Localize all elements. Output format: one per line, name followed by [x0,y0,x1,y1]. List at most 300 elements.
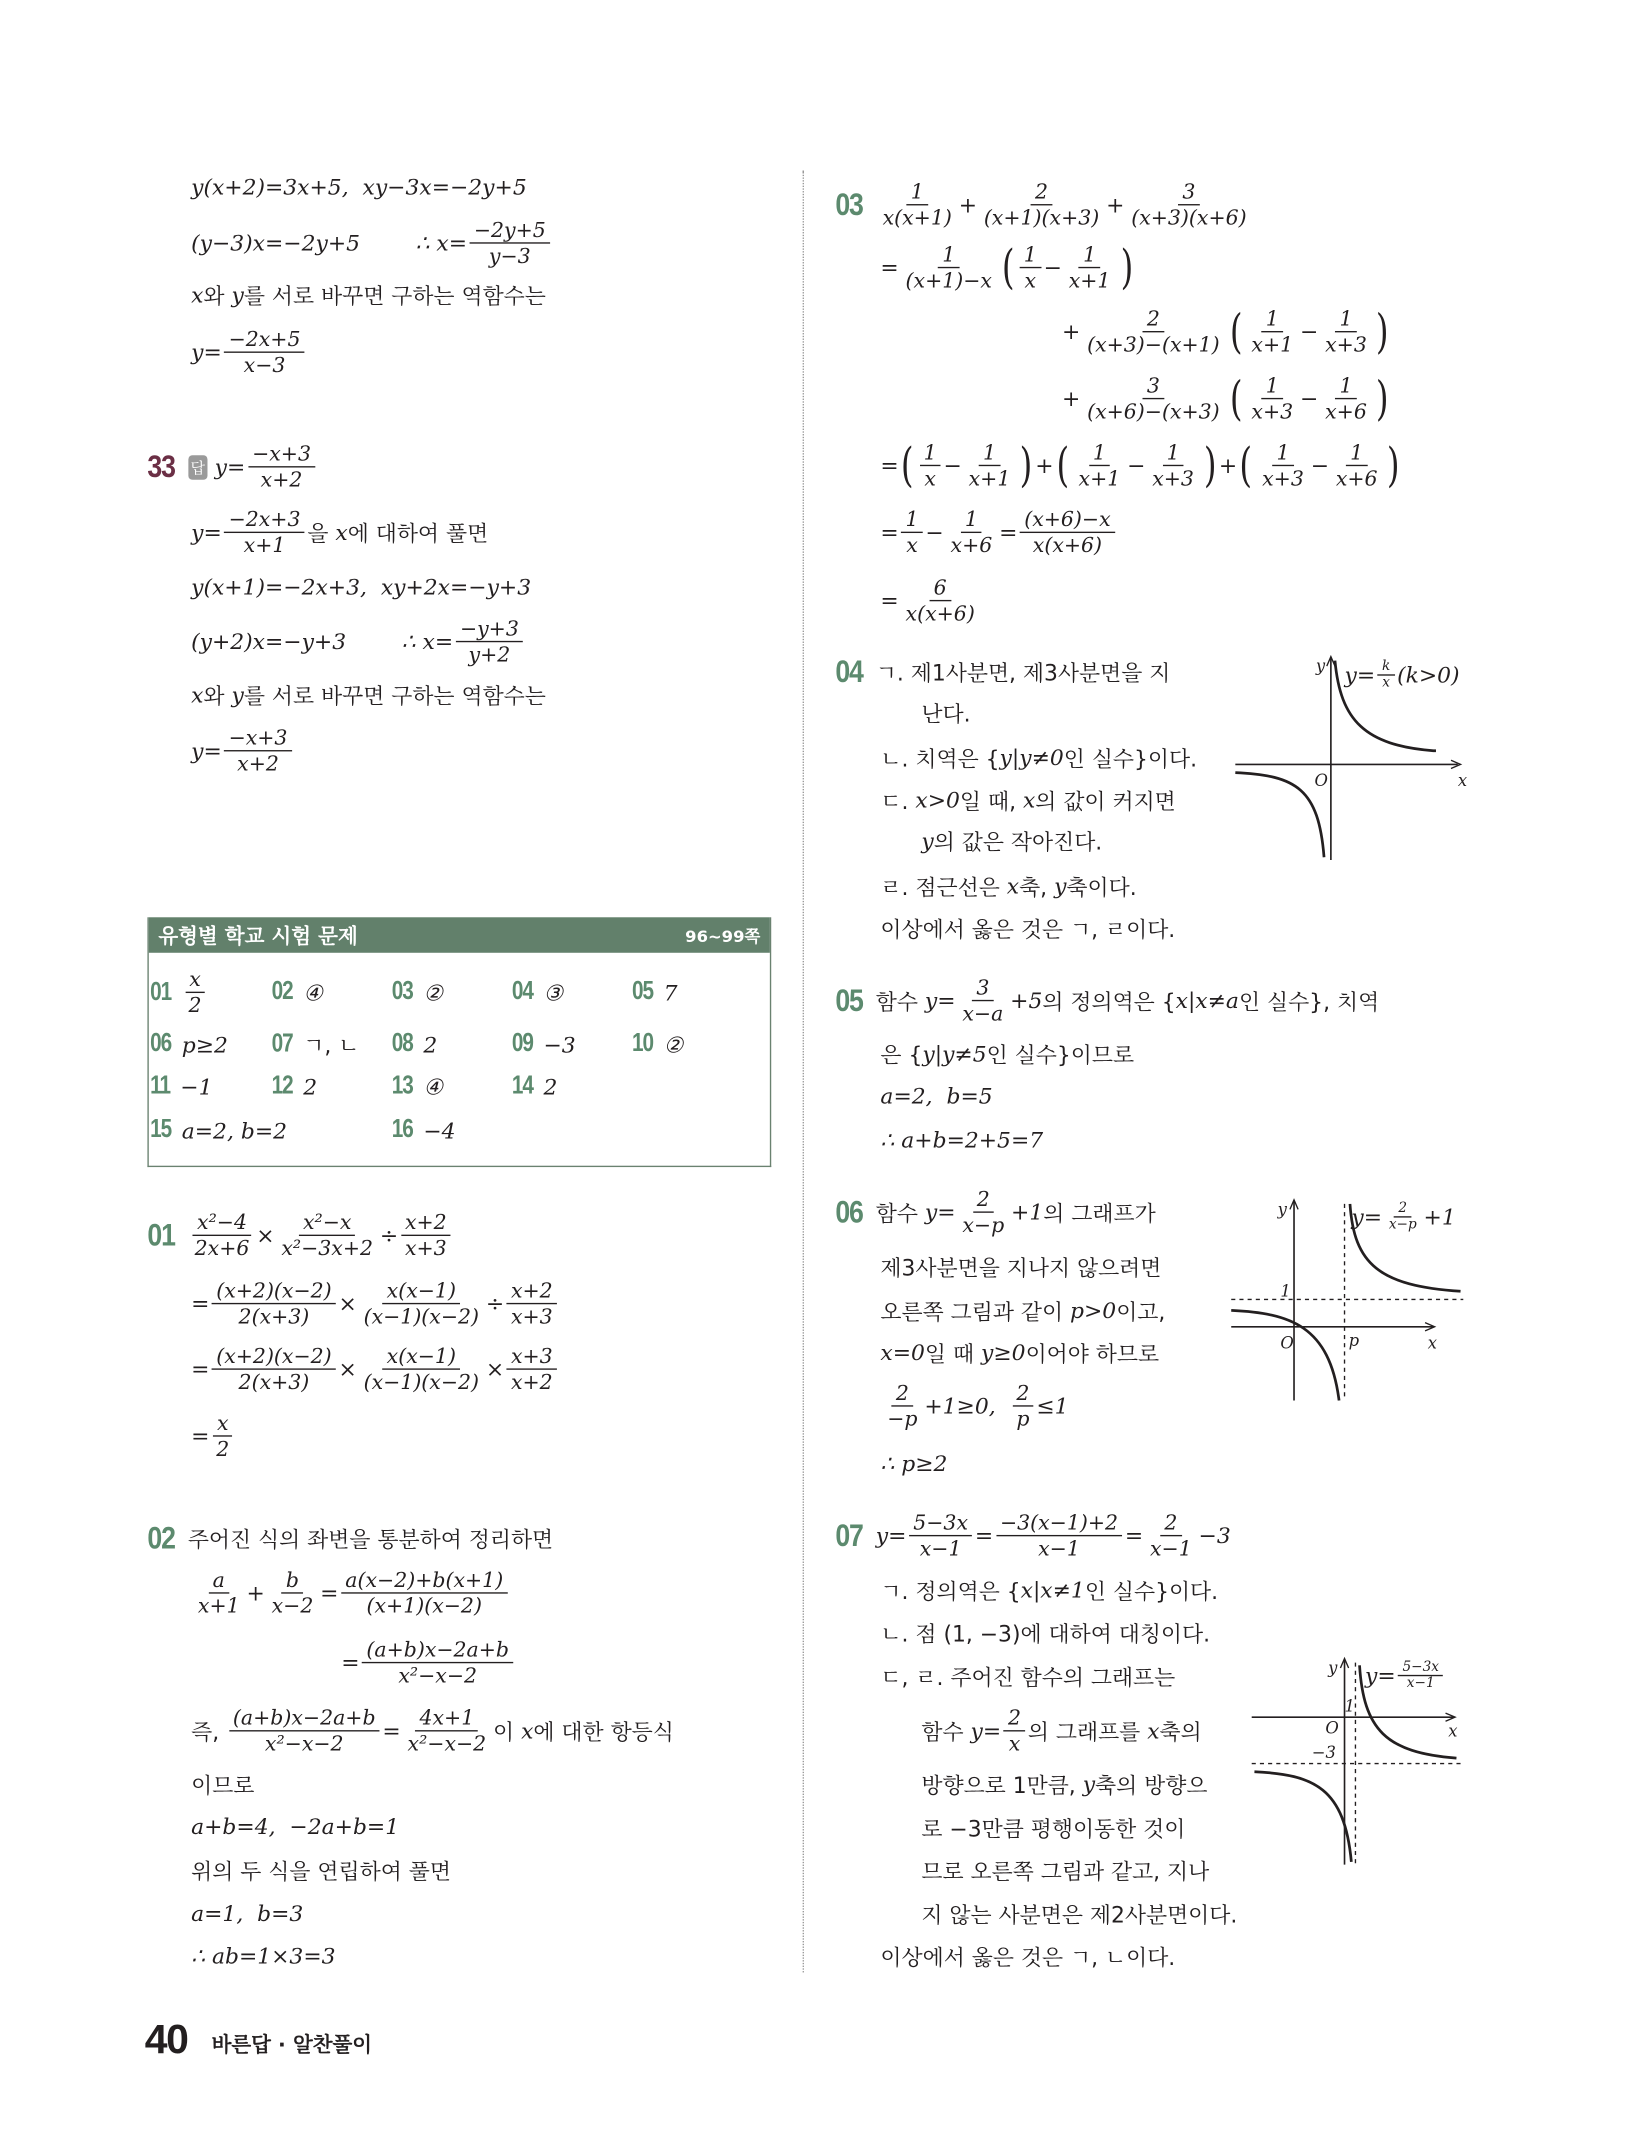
solution-line [191,1706,674,1757]
text: 이어야 하므로 [1025,1341,1160,1368]
answer-number: 06 [150,1029,172,1058]
numerator: 1 [1020,242,1041,268]
x-axis-label: x [1427,1333,1438,1353]
math-text: y [1082,1771,1096,1798]
origin-label: O [1314,771,1328,791]
text: 의 정의역은 { [1042,988,1176,1015]
solution-line [1062,306,1392,357]
denominator: x [1382,675,1390,691]
problem-number: 02 [147,1519,175,1556]
fraction [229,1706,380,1757]
math-text: −3 [543,1031,576,1058]
math-text: ÷ [379,1222,399,1249]
solution-line [191,1768,254,1799]
solution-line [880,1337,1159,1368]
math-text: − [1299,385,1319,412]
numerator: 1 [1335,306,1356,332]
fraction [212,1411,233,1462]
fraction [1321,373,1371,424]
solution-line [921,825,1102,856]
answer-item [272,1029,360,1060]
solution-line [921,1706,1201,1757]
denominator: x²−3x+2 [281,1236,374,1261]
answer-item [632,1029,683,1059]
math-text: y= [875,1522,907,1549]
solution-line [880,507,1117,558]
numerator: 1 [907,179,928,205]
fraction [901,575,978,626]
solution-line [1345,659,1460,690]
answer-number: 04 [511,977,533,1007]
fraction [1321,306,1371,357]
solution-line [880,742,1197,773]
math-text: − [1299,318,1319,345]
numerator: x+2 [507,1278,557,1304]
denominator: y−3 [488,243,531,269]
solution-line [880,1617,1210,1648]
math-text: = [880,587,899,614]
fraction [224,507,304,558]
fraction [401,1210,451,1261]
denominator: 2 [216,1436,230,1462]
numerator: x+3 [507,1344,557,1370]
math-text: −1 [180,1073,213,1100]
solution-line [341,1637,516,1688]
text: 제3사분면을 지나지 않으려면 [880,1255,1162,1282]
solution-line [880,784,1175,815]
math-text: y= [191,519,222,546]
x-axis-label: x [1457,771,1468,791]
math-text: (y−3)x=−2y+5 [191,230,361,256]
text: 방향으로 1만큼, [921,1772,1083,1799]
fraction [958,975,1007,1026]
math-text: − [1127,452,1146,479]
fraction [224,725,291,776]
math-text: + [1035,452,1054,479]
math-text: x [191,681,204,708]
denominator: x+3 [1262,466,1304,491]
numerator: 5−3x [909,1510,972,1536]
solution-line [191,679,546,710]
math-text: ∴ p≥2 [880,1450,948,1477]
solution-line [191,1411,236,1462]
numerator: 1 [1262,373,1283,399]
parenthesis: ( [1056,438,1070,493]
text: 의 그래프를 [1027,1719,1148,1746]
math-text: x>0 [915,786,960,813]
math-text: y= [1351,1203,1382,1230]
answer-number: 01 [150,977,172,1007]
numerator: 1 [1262,306,1283,332]
numerator: 2 [892,1381,913,1407]
solution-line [191,1278,559,1329]
numerator: (a+b)x−2a+b [362,1637,513,1663]
text: 에 대한 항등식 [533,1719,674,1746]
text: ㄴ. 치역은 { [880,745,1000,772]
numerator: 1 [920,440,941,466]
answer-number: 12 [271,1071,293,1101]
math-text: = [382,1717,401,1744]
hyperbola-branch [1254,1772,1351,1862]
math-text: ② [423,979,443,1006]
parenthesis: ) [1387,438,1400,493]
solution-line [147,1210,453,1261]
text: 난다. [921,700,971,727]
denominator: x−1 [919,1536,962,1561]
denominator: 2x+6 [194,1236,250,1261]
fraction [191,1210,254,1261]
denominator: (x−1)(x−2) [363,1304,480,1329]
solution-line [191,1813,399,1839]
solution-line [1351,1201,1455,1232]
denominator: 2 [188,993,202,1018]
text: 의 그래프가 [1043,1200,1156,1227]
fraction [268,1568,318,1619]
numerator: 3 [1178,179,1199,205]
text: 의 값은 작아진다. [933,829,1103,856]
denominator: 2(x+3) [238,1304,310,1329]
math-text: y≥0 [981,1339,1026,1366]
parenthesis: ) [1019,438,1033,493]
solution-line [880,1295,1165,1326]
math-text: y|y≠0 [999,744,1064,771]
text: ㄷ, ㄹ. 주어진 함수의 그래프는 [880,1664,1176,1691]
numerator: 3 [972,975,993,1001]
math-text: y(x+2)=3x+5, xy−3x=−2y+5 [191,174,527,200]
numerator: 5−3x [1398,1660,1443,1676]
fraction [1385,1201,1421,1232]
problem-number: 03 [835,186,863,222]
answer-item [512,1029,576,1059]
math-text: + [246,1579,265,1606]
answer-item [272,1072,317,1102]
math-text: y [231,281,244,308]
denominator: x [906,533,918,558]
solution-line [191,725,294,776]
text: 로 −3만큼 평행이동한 것이 [921,1816,1186,1843]
hyperbola-branch [1231,1310,1339,1400]
math-text: = [1124,1522,1144,1549]
fraction [1378,659,1394,690]
denominator: (x+6)−(x+3) [1087,399,1220,424]
problem-number: 04 [835,653,863,689]
text: 와 [203,283,232,310]
math-text: ∴ a+b=2+5=7 [880,1126,1044,1153]
math-text: y|y≠5 [922,1040,987,1067]
text: 인 실수}이다. [1063,745,1198,772]
denominator: (x+1)(x+3) [983,205,1100,231]
denominator: x+1 [968,466,1011,491]
fraction [1247,373,1297,424]
answer-item [512,1072,557,1102]
math-text: × [338,1290,357,1317]
text: 인 실수}이므로 [986,1042,1135,1069]
fraction [212,1278,336,1329]
solution-line [191,1901,303,1927]
numerator: (x+2)(x−2) [212,1278,336,1304]
denominator: x+3 [1152,466,1194,491]
text: 일 때 [924,1341,982,1368]
denominator: 2(x+3) [238,1369,310,1395]
y-axis-label: y [1315,656,1326,676]
fraction [403,1706,490,1757]
math-text: − [943,452,962,479]
text: ㄱ. 정의역은 { [880,1578,1021,1605]
fraction [901,242,996,293]
text: 함수 [875,1200,925,1227]
numerator: 1 [1079,242,1100,268]
denominator: x−p [962,1212,1005,1238]
solution-line [880,575,981,626]
x-axis-label: x [1448,1721,1458,1741]
math-text: x [521,1717,534,1744]
problem-number: 05 [835,982,863,1018]
solution-line [880,913,1175,944]
text: 인 실수}이다. [1084,1578,1219,1605]
answer-item [392,977,443,1007]
answer-box-title: 유형별 학교 시험 문제 [158,923,358,948]
math-text: x [335,519,348,546]
y-axis-label: y [1328,1658,1338,1678]
denominator: x−1 [1038,1536,1080,1561]
solution-line [880,1127,1043,1153]
parenthesis: ) [1376,371,1390,426]
math-text: y= [1365,1662,1396,1689]
numerator: 2 [1004,1706,1025,1732]
numerator: k [1378,659,1394,675]
math-text: ② [663,1031,684,1058]
text: 함수 [921,1719,971,1746]
text: 를 서로 바꾸면 구하는 역함수는 [243,283,546,310]
text: 즉, [191,1719,227,1746]
solution-line [191,1943,335,1969]
fraction [360,1278,484,1329]
fraction [879,179,956,230]
answer-box-header [149,917,770,952]
math-text: × [485,1356,505,1383]
fraction [362,1637,513,1688]
math-text: + [1061,385,1081,412]
column-divider [803,171,804,1973]
text: 를 서로 바꾸면 구하는 역함수는 [243,683,546,710]
solution-line [1365,1660,1446,1691]
text: ㄱ. 제1사분면, 제3사분면을 지 [875,659,1171,686]
numerator: x+2 [401,1210,451,1236]
denominator: x+1 [243,533,286,558]
denominator: x(x+1) [882,205,952,231]
text [360,230,416,256]
answer-number: 11 [150,1071,170,1101]
fraction [1020,507,1115,558]
numerator: 2 [1160,1510,1181,1536]
answer-number: 05 [631,977,653,1007]
numerator: 1 [961,507,982,533]
solution-line [921,1898,1237,1929]
denominator: x [1008,1731,1021,1757]
solution-line [921,697,970,728]
page-number: 40 [144,2017,188,2063]
y-intercept-label: 1 [1280,1281,1291,1301]
denominator: x+1 [1078,466,1121,491]
solution-line [191,174,527,200]
numerator: x²−4 [193,1210,251,1236]
text: 축의 방향으 [1095,1772,1208,1799]
numerator: 4x+1 [415,1706,478,1732]
fraction [920,440,941,491]
denominator: (x−1)(x−2) [363,1369,480,1395]
math-text: x|x≠1 [1020,1577,1085,1604]
math-text: 2 [423,1031,438,1058]
solution-line [147,442,317,493]
answer-item [150,967,208,1018]
text: 와 [203,683,232,710]
numerator: x²−x [299,1210,356,1236]
solution-line [835,653,1170,690]
text: 이상에서 옳은 것은 ㄱ, ㄹ이다. [880,916,1176,943]
denominator: x−a [962,1001,1004,1026]
numerator: 2 [1031,179,1052,205]
text: 이므로 [191,1772,255,1799]
solution-line [835,1187,1155,1238]
solution-line [191,327,307,378]
math-text: p≥2 [181,1031,228,1058]
math-text: +1≥0, [924,1392,1010,1419]
numerator: −2x+5 [224,327,304,353]
denominator: x−p [1388,1217,1417,1233]
math-text: y= [214,453,246,480]
answer-item [150,1115,287,1145]
denominator: x+6 [1325,399,1367,424]
solution-line [880,1450,947,1476]
solution-line [835,975,1379,1026]
solution-line [880,1083,992,1109]
solution-line [1062,373,1392,424]
numerator: a(x−2)+b(x+1) [341,1568,507,1594]
fraction [1332,440,1382,491]
answer-number: 09 [511,1029,533,1058]
numerator: 1 [1162,440,1183,466]
fraction [1398,1660,1443,1691]
math-text: p>0 [1070,1297,1117,1324]
text: 의 값이 커지면 [1035,788,1176,815]
denominator: x−1 [1406,1676,1435,1692]
denominator: (x+1)(x−2) [366,1593,482,1619]
denominator: x²−x−2 [398,1663,478,1688]
text: 일 때, [959,788,1023,815]
math-text: a=2, b=5 [880,1083,993,1110]
text: 함수 [875,988,925,1015]
fraction [909,1510,972,1561]
fraction [1012,1381,1033,1432]
denominator: x+2 [237,751,279,777]
text: 위의 두 식을 연립하여 풀면 [191,1858,451,1885]
denominator: x²−x−2 [264,1731,344,1757]
numerator: 1 [1346,440,1367,466]
math-text: ∴ x= [415,230,468,256]
math-text: = [191,1423,210,1449]
answer-number: 08 [391,1029,413,1058]
text: 이 [493,1719,522,1746]
fraction [958,1187,1008,1238]
math-text: +5 [1010,987,1043,1014]
one-label: 1 [1344,1696,1355,1716]
numerator: x [213,1411,233,1437]
text: ㄱ, ㄴ [303,1032,360,1059]
math-text: y= [1344,662,1376,688]
answer-item [392,1115,456,1145]
math-text: y= [191,339,222,366]
text: 주어진 식의 좌변을 통분하여 정리하면 [187,1526,554,1553]
math-text: x [1006,872,1020,899]
fraction [1258,440,1308,491]
y-axis-label: y [1277,1199,1287,1219]
answer-number: 14 [511,1071,533,1101]
minus-three-label: −3 [1311,1743,1336,1763]
numerator: −2y+5 [470,218,550,244]
fraction [1065,242,1115,293]
denominator: x [924,466,936,491]
solution-line [191,1854,451,1885]
denominator: x+3 [510,1304,553,1329]
answer-number: 13 [391,1071,413,1101]
fraction [1148,440,1198,491]
math-text: = [880,254,899,281]
solution-line [921,1768,1207,1799]
fraction [360,1344,484,1395]
math-text: − [1043,254,1062,281]
parenthesis: ( [1229,371,1242,426]
math-text: = [191,1290,210,1317]
math-text: (y+2)x=−y+3 [191,628,347,655]
numerator: (x+6)−x [1020,507,1115,533]
math-text: x|x≠a [1175,987,1239,1014]
math-text: = [974,1522,994,1549]
answer-number: 03 [391,977,413,1007]
fraction [194,1568,244,1619]
problem-number: 06 [835,1193,863,1230]
denominator: x+1 [1251,332,1294,357]
math-text: y [1054,872,1067,899]
numerator: −y+3 [456,616,523,642]
math-text: × [338,1356,357,1383]
fraction [1127,179,1251,230]
math-text: − [925,519,944,546]
numerator: 3 [1143,373,1164,399]
numerator: −x+3 [248,442,315,468]
math-text: = [880,519,899,546]
numerator: 2 [1012,1381,1033,1407]
origin-label: O [1280,1333,1294,1353]
answer-number: 16 [391,1115,413,1144]
solution-line [880,242,1135,293]
solution-line [880,1940,1175,1971]
fraction [507,1344,557,1395]
text: 축이다. [1066,874,1137,901]
fraction [946,507,996,558]
solution-line [880,870,1136,901]
numerator: 2 [1143,306,1164,332]
text: 에 대하여 풀면 [347,520,489,547]
math-text: × [256,1222,275,1249]
book-title: 바른답 · 알찬풀이 [211,2032,373,2058]
fraction [965,440,1015,491]
math-text: + [958,191,977,218]
denominator: x+2 [510,1369,553,1395]
denominator: x+3 [1251,399,1294,424]
numerator: b [282,1568,303,1594]
numerator: −2x+3 [224,507,304,533]
solution-line [880,440,1402,491]
